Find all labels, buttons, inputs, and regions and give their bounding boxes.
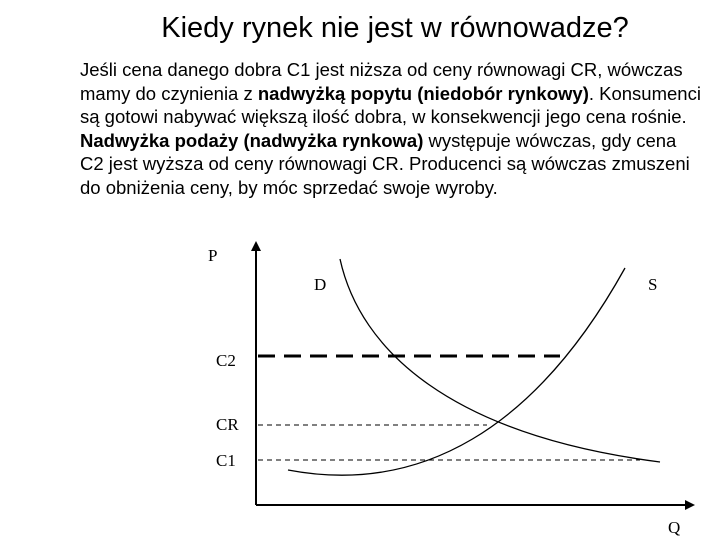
- supply-curve: [288, 268, 625, 475]
- supply-label: S: [648, 275, 658, 294]
- y-axis-label: P: [208, 246, 218, 265]
- paragraph1-bold: nadwyżką popytu (niedobór rynkowy): [257, 82, 589, 104]
- price-label-c2: C2: [216, 351, 236, 370]
- price-label-cr: CR: [216, 415, 239, 434]
- paragraph1-text-b: . Konsumenci są gotowi nabywać większą ilość dobra, w konsekwencji jego cena rośnie.: [80, 82, 701, 127]
- price-label-c1: C1: [216, 451, 236, 470]
- page-title: Kiedy rynek nie jest w równowadze?: [161, 12, 629, 44]
- paragraph2-bold: Nadwyżka podaży (nadwyżka rynkowa): [80, 129, 424, 151]
- paragraph1-text-a: Jeśli cena danego dobra C1 jest niższa od ceny równowagi CR, wówczas mamy do czynienia z: [80, 59, 683, 104]
- x-axis-label: Q: [668, 518, 681, 537]
- paragraph2-text: występuje wówczas, gdy cena C2 jest wyższa od ceny równowagi CR. Producenci są wówczas zmuszeni do obniżenia ceny, by móc sprzedać swoje wyroby.: [80, 129, 690, 198]
- demand-label: D: [314, 275, 327, 294]
